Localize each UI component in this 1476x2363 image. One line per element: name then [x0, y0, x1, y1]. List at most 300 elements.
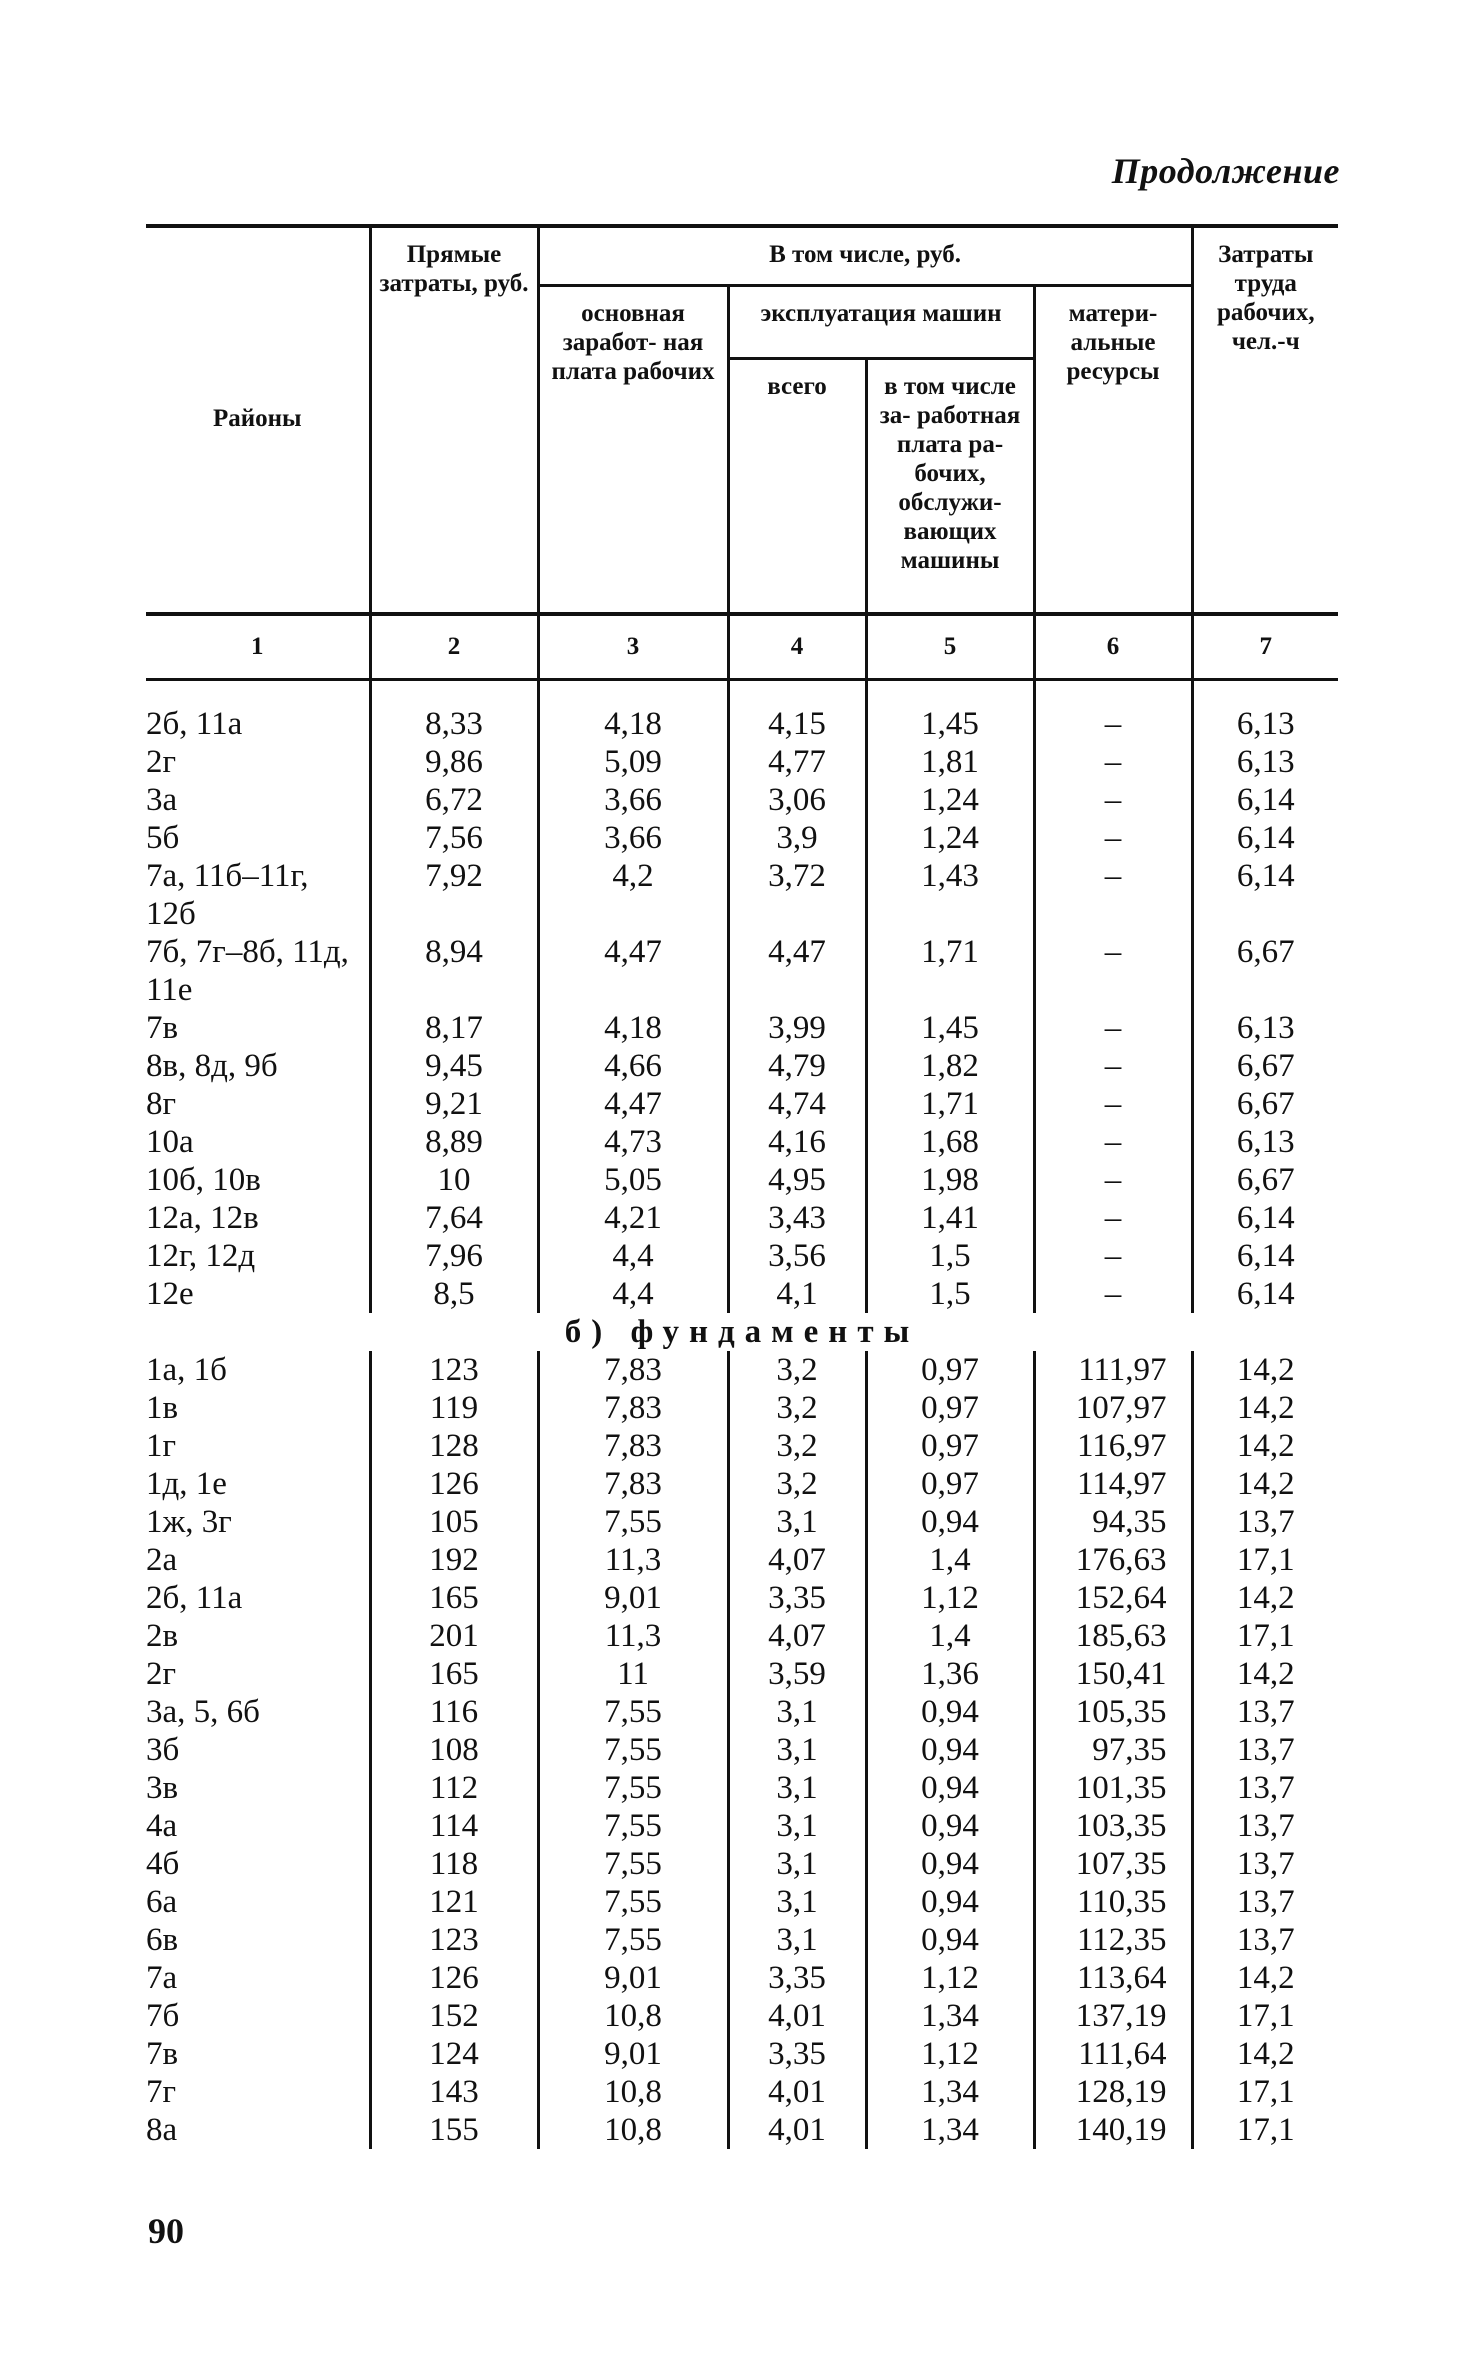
table-row — [146, 743, 1338, 781]
value-cell: 4,1 — [728, 1275, 866, 1313]
value-cell: 7,83 — [538, 1427, 728, 1465]
value-cell: 1,71 — [866, 933, 1034, 1009]
continuation-label: Продолжение — [1111, 151, 1340, 191]
value-cell: 17,1 — [1192, 2073, 1338, 2111]
table-row — [146, 1009, 1338, 1047]
value-cell: 1,12 — [866, 1959, 1034, 1997]
district-cell: 1а, 1б — [146, 1352, 227, 1388]
value-cell: 8,33 — [370, 680, 538, 744]
district-cell: 5б — [146, 820, 180, 856]
value-cell: 17,1 — [1192, 1541, 1338, 1579]
value-cell: – — [1034, 1047, 1192, 1085]
table-row — [146, 1617, 1338, 1655]
value-cell: 0,97 — [866, 1351, 1034, 1389]
column-number: 2 — [370, 614, 538, 680]
value-cell: 4,07 — [728, 1541, 866, 1579]
value-cell: 7,55 — [538, 1503, 728, 1541]
district-cell: 7г — [146, 2074, 177, 2110]
value-cell: 14,2 — [1192, 1465, 1338, 1503]
value-cell: 114,97 — [1034, 1465, 1192, 1503]
value-cell: 3,1 — [728, 1503, 866, 1541]
value-cell: 6,67 — [1192, 933, 1338, 1009]
value-cell: 111,64 — [1034, 2035, 1192, 2073]
district-cell: 4б — [146, 1846, 180, 1882]
value-cell: 10 — [370, 1161, 538, 1199]
value-cell: 11 — [538, 1655, 728, 1693]
value-cell: 0,94 — [866, 1693, 1034, 1731]
value-cell: 3,1 — [728, 1921, 866, 1959]
data-table-container — [146, 224, 1338, 2149]
value-cell: 97,35 — [1034, 1731, 1192, 1769]
value-cell: 9,01 — [538, 2035, 728, 2073]
value-cell: 0,94 — [866, 1731, 1034, 1769]
district-cell: 1г — [146, 1428, 177, 1464]
value-cell: 9,86 — [370, 743, 538, 781]
value-cell: 5,05 — [538, 1161, 728, 1199]
value-cell: 1,24 — [866, 819, 1034, 857]
value-cell: 6,13 — [1192, 1009, 1338, 1047]
district-cell: 8г — [146, 1086, 177, 1122]
value-cell: 201 — [370, 1617, 538, 1655]
district-cell: 8в, 8д, 9б — [146, 1048, 278, 1084]
value-cell: 7,55 — [538, 1769, 728, 1807]
value-cell: 13,7 — [1192, 1769, 1338, 1807]
value-cell: – — [1034, 819, 1192, 857]
value-cell: 17,1 — [1192, 1617, 1338, 1655]
district-cell: 10а — [146, 1124, 194, 1160]
header-ekspluatatsiya-mashin: эксплуатация машин — [728, 286, 1034, 359]
value-cell: 7,83 — [538, 1465, 728, 1503]
value-cell: 7,55 — [538, 1731, 728, 1769]
column-number: 7 — [1192, 614, 1338, 680]
value-cell: 14,2 — [1192, 1427, 1338, 1465]
value-cell: 126 — [370, 1465, 538, 1503]
value-cell: 1,12 — [866, 1579, 1034, 1617]
table-row — [146, 1389, 1338, 1427]
value-cell: 1,34 — [866, 2073, 1034, 2111]
district-cell: 1д, 1е — [146, 1466, 227, 1502]
table-row — [146, 1237, 1338, 1275]
column-number-row — [146, 614, 1338, 680]
table-row — [146, 1959, 1338, 1997]
value-cell: 0,94 — [866, 1503, 1034, 1541]
value-cell: 1,41 — [866, 1199, 1034, 1237]
value-cell: 1,12 — [866, 2035, 1034, 2073]
value-cell: 7,55 — [538, 1883, 728, 1921]
value-cell: 6,14 — [1192, 857, 1338, 933]
table-row — [146, 1807, 1338, 1845]
value-cell: 4,47 — [538, 933, 728, 1009]
table-row — [146, 1085, 1338, 1123]
value-cell: 1,81 — [866, 743, 1034, 781]
district-cell: 10б, 10в — [146, 1162, 261, 1198]
value-cell: 14,2 — [1192, 2035, 1338, 2073]
value-cell: 0,97 — [866, 1465, 1034, 1503]
value-cell: 8,5 — [370, 1275, 538, 1313]
value-cell: 3,2 — [728, 1427, 866, 1465]
value-cell: 13,7 — [1192, 1921, 1338, 1959]
value-cell: 3,72 — [728, 857, 866, 933]
value-cell: 152 — [370, 1997, 538, 2035]
value-cell: 1,34 — [866, 1997, 1034, 2035]
value-cell: 4,01 — [728, 2073, 866, 2111]
district-cell: 7а, 11б–11г, 12б — [146, 858, 309, 932]
value-cell: 112 — [370, 1769, 538, 1807]
table-row — [146, 1845, 1338, 1883]
value-cell: 3,1 — [728, 1807, 866, 1845]
section-title-row — [146, 1313, 1338, 1351]
value-cell: 155 — [370, 2111, 538, 2149]
value-cell: 14,2 — [1192, 1351, 1338, 1389]
value-cell: 6,67 — [1192, 1161, 1338, 1199]
table-row — [146, 1427, 1338, 1465]
value-cell: 150,41 — [1034, 1655, 1192, 1693]
value-cell: 3,35 — [728, 1579, 866, 1617]
value-cell: 6,14 — [1192, 781, 1338, 819]
value-cell: 1,5 — [866, 1237, 1034, 1275]
value-cell: 101,35 — [1034, 1769, 1192, 1807]
value-cell: 7,56 — [370, 819, 538, 857]
value-cell: 1,71 — [866, 1085, 1034, 1123]
value-cell: 4,47 — [728, 933, 866, 1009]
column-number: 3 — [538, 614, 728, 680]
table-row — [146, 2111, 1338, 2149]
district-cell: 6а — [146, 1884, 178, 1920]
value-cell: – — [1034, 1199, 1192, 1237]
table-row — [146, 1199, 1338, 1237]
value-cell: 105 — [370, 1503, 538, 1541]
value-cell: 7,83 — [538, 1351, 728, 1389]
district-cell: 3в — [146, 1770, 179, 1806]
value-cell: 123 — [370, 1351, 538, 1389]
value-cell: 0,94 — [866, 1883, 1034, 1921]
value-cell: 116 — [370, 1693, 538, 1731]
column-number: 1 — [146, 614, 370, 680]
section-title-fundamenty: б) фундаменты — [564, 1314, 920, 1350]
value-cell: 7,92 — [370, 857, 538, 933]
value-cell: 1,45 — [866, 680, 1034, 744]
section-b-title-body — [146, 1313, 1338, 1351]
value-cell: 6,14 — [1192, 1237, 1338, 1275]
value-cell: 3,43 — [728, 1199, 866, 1237]
value-cell: 4,2 — [538, 857, 728, 933]
table-row — [146, 1693, 1338, 1731]
value-cell: 7,55 — [538, 1807, 728, 1845]
value-cell: 3,1 — [728, 1731, 866, 1769]
value-cell: 3,2 — [728, 1389, 866, 1427]
table-row — [146, 781, 1338, 819]
value-cell: 103,35 — [1034, 1807, 1192, 1845]
value-cell: 107,35 — [1034, 1845, 1192, 1883]
page-number: 90 — [148, 2211, 184, 2251]
value-cell: – — [1034, 1123, 1192, 1161]
value-cell: 13,7 — [1192, 1807, 1338, 1845]
value-cell: 6,67 — [1192, 1047, 1338, 1085]
value-cell: 0,94 — [866, 1807, 1034, 1845]
value-cell: 111,97 — [1034, 1351, 1192, 1389]
district-cell: 1в — [146, 1390, 179, 1426]
value-cell: 4,01 — [728, 2111, 866, 2149]
value-cell: 123 — [370, 1921, 538, 1959]
table-row — [146, 1275, 1338, 1313]
value-cell: 192 — [370, 1541, 538, 1579]
value-cell: 4,73 — [538, 1123, 728, 1161]
value-cell: 114 — [370, 1807, 538, 1845]
header-v-tom-chisle: В том числе, руб. — [538, 226, 1192, 286]
value-cell: 0,97 — [866, 1389, 1034, 1427]
value-cell: 4,4 — [538, 1275, 728, 1313]
value-cell: 9,01 — [538, 1959, 728, 1997]
value-cell: 4,21 — [538, 1199, 728, 1237]
table-row — [146, 1997, 1338, 2035]
value-cell: 4,74 — [728, 1085, 866, 1123]
value-cell: 128,19 — [1034, 2073, 1192, 2111]
table-row — [146, 1161, 1338, 1199]
value-cell: 3,1 — [728, 1845, 866, 1883]
value-cell: 4,01 — [728, 1997, 866, 2035]
value-cell: 14,2 — [1192, 1959, 1338, 1997]
value-cell: 3,35 — [728, 2035, 866, 2073]
value-cell: 1,5 — [866, 1275, 1034, 1313]
table-row — [146, 1351, 1338, 1389]
value-cell: – — [1034, 680, 1192, 744]
district-cell: 2г — [146, 1656, 177, 1692]
value-cell: 1,68 — [866, 1123, 1034, 1161]
district-cell: 7б — [146, 1998, 180, 2034]
value-cell: 10,8 — [538, 2111, 728, 2149]
value-cell: 105,35 — [1034, 1693, 1192, 1731]
table-row — [146, 1731, 1338, 1769]
value-cell: – — [1034, 1009, 1192, 1047]
value-cell: 13,7 — [1192, 1883, 1338, 1921]
value-cell: – — [1034, 1237, 1192, 1275]
value-cell: 7,55 — [538, 1921, 728, 1959]
value-cell: 1,98 — [866, 1161, 1034, 1199]
district-cell: 3б — [146, 1732, 180, 1768]
column-number: 4 — [728, 614, 866, 680]
district-cell: 12е — [146, 1276, 194, 1312]
value-cell: – — [1034, 1085, 1192, 1123]
value-cell: – — [1034, 1161, 1192, 1199]
value-cell: 4,18 — [538, 680, 728, 744]
value-cell: 3,56 — [728, 1237, 866, 1275]
district-cell: 4а — [146, 1808, 178, 1844]
value-cell: 3,9 — [728, 819, 866, 857]
value-cell: 1,34 — [866, 2111, 1034, 2149]
value-cell: 116,97 — [1034, 1427, 1192, 1465]
value-cell: 176,63 — [1034, 1541, 1192, 1579]
district-cell: 12г, 12д — [146, 1238, 256, 1274]
table-row — [146, 933, 1338, 1009]
value-cell: 4,79 — [728, 1047, 866, 1085]
value-cell: 6,14 — [1192, 1275, 1338, 1313]
value-cell: 4,47 — [538, 1085, 728, 1123]
district-cell: 6в — [146, 1922, 179, 1958]
section-b-body — [146, 1351, 1338, 2149]
value-cell: 3,66 — [538, 781, 728, 819]
district-cell: 3а — [146, 782, 178, 818]
value-cell: 6,13 — [1192, 743, 1338, 781]
value-cell: 17,1 — [1192, 2111, 1338, 2149]
value-cell: 10,8 — [538, 2073, 728, 2111]
value-cell: 110,35 — [1034, 1883, 1192, 1921]
value-cell: 118 — [370, 1845, 538, 1883]
value-cell: 1,43 — [866, 857, 1034, 933]
column-number: 6 — [1034, 614, 1192, 680]
value-cell: 121 — [370, 1883, 538, 1921]
value-cell: 3,06 — [728, 781, 866, 819]
value-cell: 7,55 — [538, 1693, 728, 1731]
value-cell: 108 — [370, 1731, 538, 1769]
district-cell: 7а — [146, 1960, 178, 1996]
value-cell: 143 — [370, 2073, 538, 2111]
value-cell: 13,7 — [1192, 1845, 1338, 1883]
value-cell: 113,64 — [1034, 1959, 1192, 1997]
value-cell: 6,14 — [1192, 1199, 1338, 1237]
value-cell: 1,24 — [866, 781, 1034, 819]
value-cell: 1,82 — [866, 1047, 1034, 1085]
value-cell: 8,17 — [370, 1009, 538, 1047]
column-number: 5 — [866, 614, 1034, 680]
value-cell: 124 — [370, 2035, 538, 2073]
district-cell: 3а, 5, 6б — [146, 1694, 260, 1730]
district-cell: 7в — [146, 2036, 179, 2072]
value-cell: 3,1 — [728, 1693, 866, 1731]
value-cell: 13,7 — [1192, 1693, 1338, 1731]
header-rayony: Районы — [146, 226, 370, 614]
value-cell: 14,2 — [1192, 1579, 1338, 1617]
value-cell: 6,13 — [1192, 1123, 1338, 1161]
value-cell: 3,1 — [728, 1883, 866, 1921]
value-cell: 128 — [370, 1427, 538, 1465]
value-cell: – — [1034, 933, 1192, 1009]
value-cell: 4,77 — [728, 743, 866, 781]
header-materialnye-resursy: матери- альные ресурсы — [1034, 286, 1192, 615]
district-cell: 2а — [146, 1542, 178, 1578]
value-cell: 4,16 — [728, 1123, 866, 1161]
value-cell: 7,96 — [370, 1237, 538, 1275]
value-cell: – — [1034, 1275, 1192, 1313]
value-cell: 0,94 — [866, 1845, 1034, 1883]
district-cell: 1ж, 3г — [146, 1504, 232, 1540]
table-row — [146, 2073, 1338, 2111]
header-osnovnaya-zarplata: основная заработ- ная плата рабочих — [538, 286, 728, 615]
table-row — [146, 680, 1338, 744]
district-cell: 8а — [146, 2112, 178, 2148]
value-cell: 137,19 — [1034, 1997, 1192, 2035]
value-cell: 3,99 — [728, 1009, 866, 1047]
table-row — [146, 1883, 1338, 1921]
header-vsego: всего — [728, 359, 866, 615]
value-cell: 119 — [370, 1389, 538, 1427]
data-table — [146, 224, 1338, 2149]
table-row — [146, 1921, 1338, 1959]
value-cell: 7,64 — [370, 1199, 538, 1237]
value-cell: 4,18 — [538, 1009, 728, 1047]
table-row — [146, 1769, 1338, 1807]
value-cell: 107,97 — [1034, 1389, 1192, 1427]
table-row — [146, 2035, 1338, 2073]
value-cell: 165 — [370, 1655, 538, 1693]
value-cell: 5,09 — [538, 743, 728, 781]
value-cell: 126 — [370, 1959, 538, 1997]
table-header — [146, 226, 1338, 680]
value-cell: 3,2 — [728, 1351, 866, 1389]
value-cell: 4,95 — [728, 1161, 866, 1199]
value-cell: 140,19 — [1034, 2111, 1192, 2149]
table-row — [146, 1503, 1338, 1541]
table-row — [146, 819, 1338, 857]
value-cell: 94,35 — [1034, 1503, 1192, 1541]
value-cell: 8,89 — [370, 1123, 538, 1161]
value-cell: 9,45 — [370, 1047, 538, 1085]
value-cell: 0,97 — [866, 1427, 1034, 1465]
district-cell: 7в — [146, 1010, 179, 1046]
table-row — [146, 1579, 1338, 1617]
value-cell: 6,72 — [370, 781, 538, 819]
district-cell: 7б, 7г–8б, 11д, 11е — [146, 934, 349, 1008]
district-cell: 2в — [146, 1618, 179, 1654]
value-cell: 165 — [370, 1579, 538, 1617]
value-cell: 11,3 — [538, 1617, 728, 1655]
value-cell: 4,4 — [538, 1237, 728, 1275]
value-cell: 9,21 — [370, 1085, 538, 1123]
value-cell: 1,4 — [866, 1541, 1034, 1579]
value-cell: 3,66 — [538, 819, 728, 857]
value-cell: 6,14 — [1192, 819, 1338, 857]
value-cell: 3,2 — [728, 1465, 866, 1503]
value-cell: 6,13 — [1192, 680, 1338, 744]
value-cell: 4,07 — [728, 1617, 866, 1655]
header-v-tom-chisle-zarplata: в том числе за- работная плата ра- бочих, обслужи- вающих машины — [866, 359, 1034, 615]
district-cell: 2г — [146, 744, 177, 780]
table-row — [146, 1047, 1338, 1085]
value-cell: – — [1034, 781, 1192, 819]
table-row — [146, 857, 1338, 933]
value-cell: 17,1 — [1192, 1997, 1338, 2035]
table-row — [146, 1465, 1338, 1503]
value-cell: – — [1034, 743, 1192, 781]
value-cell: 3,1 — [728, 1769, 866, 1807]
section-a-body — [146, 680, 1338, 1314]
district-cell: 2б, 11а — [146, 706, 243, 742]
value-cell: 185,63 — [1034, 1617, 1192, 1655]
value-cell: 152,64 — [1034, 1579, 1192, 1617]
header-zatraty-truda: Затраты труда рабочих, чел.-ч — [1192, 226, 1338, 614]
value-cell: 4,66 — [538, 1047, 728, 1085]
value-cell: 14,2 — [1192, 1655, 1338, 1693]
value-cell: 13,7 — [1192, 1503, 1338, 1541]
value-cell: 0,94 — [866, 1921, 1034, 1959]
value-cell: 3,59 — [728, 1655, 866, 1693]
district-cell: 12а, 12в — [146, 1200, 259, 1236]
value-cell: 7,83 — [538, 1389, 728, 1427]
value-cell: 1,4 — [866, 1617, 1034, 1655]
value-cell: 8,94 — [370, 933, 538, 1009]
value-cell: 9,01 — [538, 1579, 728, 1617]
header-pryamye-zatraty: Прямые затраты, руб. — [370, 226, 538, 614]
value-cell: 6,67 — [1192, 1085, 1338, 1123]
table-row — [146, 1541, 1338, 1579]
value-cell: 10,8 — [538, 1997, 728, 2035]
table-row — [146, 1655, 1338, 1693]
value-cell: 112,35 — [1034, 1921, 1192, 1959]
district-cell: 2б, 11а — [146, 1580, 243, 1616]
value-cell: 0,94 — [866, 1769, 1034, 1807]
table-row — [146, 1123, 1338, 1161]
value-cell: 3,35 — [728, 1959, 866, 1997]
value-cell: 1,45 — [866, 1009, 1034, 1047]
